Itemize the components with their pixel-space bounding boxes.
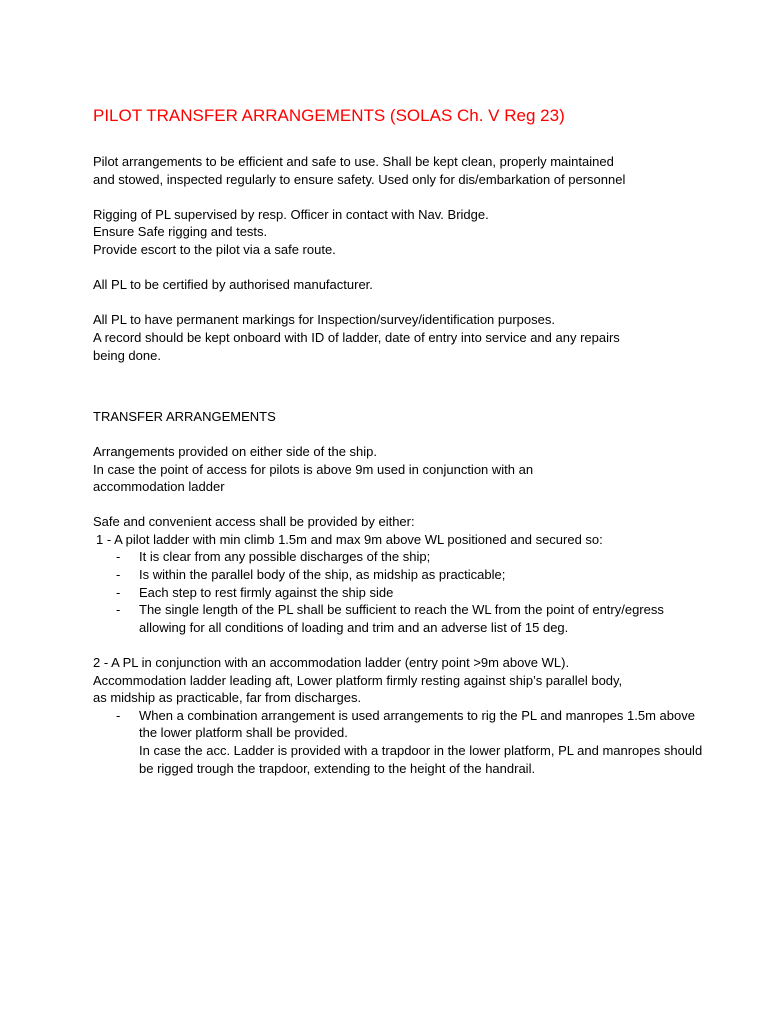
list-item-text: It is clear from any possible discharges of the ship; (139, 549, 431, 565)
spacer (93, 259, 713, 277)
spacer (93, 390, 713, 408)
certification-paragraph: All PL to be certified by authorised manufacturer. (93, 277, 373, 293)
text-line: Ensure Safe rigging and tests. (93, 224, 268, 240)
dash-bullet: - (116, 584, 121, 600)
spacer (93, 364, 713, 390)
option-two-list (93, 707, 713, 777)
option-one-list (93, 548, 713, 636)
list-item (93, 566, 713, 584)
access-paragraph: Safe and convenient access shall be provided by either: (93, 514, 415, 530)
dash-bullet: - (116, 602, 121, 618)
option-one (93, 531, 713, 637)
text-line: Rigging of PL supervised by resp. Officer in contact with Nav. Bridge. (93, 206, 489, 222)
dash-bullet: - (116, 549, 121, 565)
text-line: All PL to have permanent markings for Inspection/survey/identification purposes. (93, 312, 555, 328)
list-item (93, 601, 713, 636)
list-item-text: Is within the parallel body of the ship, as midship as practicable; (139, 567, 506, 583)
text-line: In case the point of access for pilots is above 9m used in conjunction with an (93, 461, 534, 477)
list-item-text: The single length of the PL shall be sufficient to reach the WL from the point of entry/egress allowing for all conditions of loading and trim and an adverse list of 15 deg. (139, 602, 664, 635)
text-line: A record should be kept onboard with ID of ladder, date of entry into service and any repairs (93, 329, 620, 345)
text-line: Arrangements provided on either side of the ship. (93, 443, 378, 459)
list-item-text: Each step to rest firmly against the ship side (139, 584, 394, 600)
text-line: and stowed, inspected regularly to ensure safety. Used only for dis/embarkation of personnel (93, 171, 626, 187)
option-one-heading: 1 - A pilot ladder with min climb 1.5m and max 9m above WL positioned and secured so: (96, 531, 603, 547)
text-line: Accommodation ladder leading aft, Lower platform firmly resting against ship’s parallel body, (93, 672, 623, 688)
spacer (93, 294, 713, 312)
document-title: PILOT TRANSFER ARRANGEMENTS (SOLAS Ch. V Reg 23) (93, 106, 565, 125)
text-line: being done. (93, 347, 161, 363)
text-line: 2 - A PL in conjunction with an accommodation ladder (entry point >9m above WL). (93, 655, 570, 671)
spacer (93, 425, 713, 443)
text-line: accommodation ladder (93, 479, 225, 495)
spacer (93, 636, 713, 654)
list-item-continuation: In case the acc. Ladder is provided with a trapdoor in the lower platform, PL and manropes should be rigged trough the trapdoor, extending to the height of the handrail. (139, 743, 703, 776)
text-line: Provide escort to the pilot via a safe route. (93, 241, 336, 257)
list-item (93, 707, 713, 777)
dash-bullet: - (116, 567, 121, 583)
intro-paragraph (93, 153, 713, 188)
list-item (93, 548, 713, 566)
option-two (93, 654, 713, 777)
rigging-paragraph (93, 206, 713, 259)
text-line: Pilot arrangements to be efficient and safe to use. Shall be kept clean, properly maintained (93, 154, 614, 169)
sides-paragraph (93, 443, 713, 496)
dash-bullet: - (116, 707, 121, 723)
document-page (93, 105, 713, 777)
spacer (93, 496, 713, 514)
section-heading: TRANSFER ARRANGEMENTS (93, 408, 276, 424)
list-item-text: When a combination arrangement is used arrangements to rig the PL and manropes 1.5m above the lower platform shall be provided. (139, 707, 695, 741)
list-item (93, 584, 713, 602)
text-line: as midship as practicable, far from discharges. (93, 690, 362, 706)
markings-paragraph (93, 311, 713, 364)
spacer (93, 188, 713, 206)
